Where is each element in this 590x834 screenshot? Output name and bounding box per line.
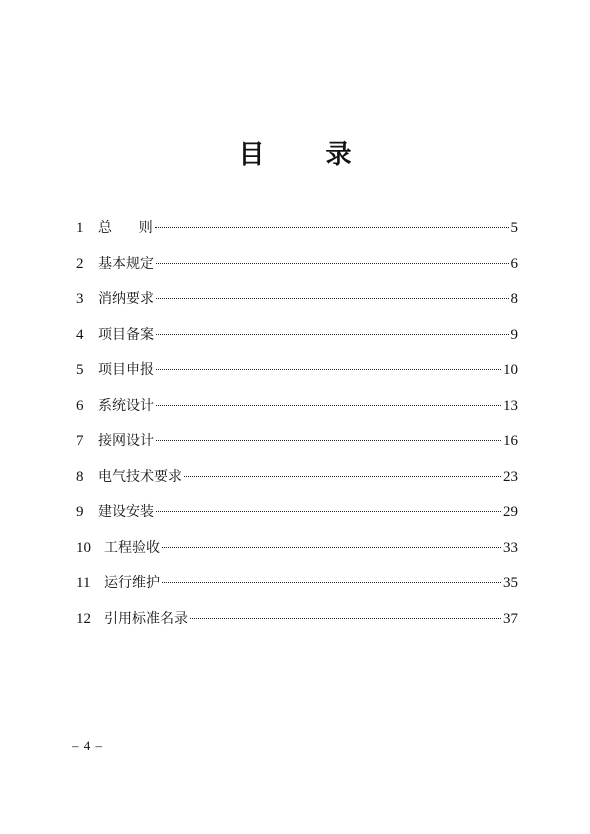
toc-entry-page: 35 xyxy=(503,575,518,591)
toc-entry-label: 消纳要求 xyxy=(98,291,154,307)
toc-entry-number: 1 xyxy=(76,220,84,236)
toc-entry[interactable] xyxy=(76,396,518,432)
toc-leader-dots xyxy=(184,476,501,477)
toc-entry-page: 10 xyxy=(503,362,518,378)
toc-entry-page: 29 xyxy=(503,504,518,520)
toc-leader-dots xyxy=(156,511,501,512)
toc-leader-dots xyxy=(156,405,501,406)
toc-leader-dots xyxy=(162,547,501,548)
toc-entry-page: 5 xyxy=(510,220,518,236)
toc-entry-label: 总 则 xyxy=(98,220,153,236)
toc-entry[interactable] xyxy=(76,538,518,574)
toc-entry-number: 4 xyxy=(76,326,84,343)
toc-entry-page: 13 xyxy=(503,397,518,414)
toc-entry[interactable] xyxy=(76,467,518,503)
toc-entry-label: 基本规定 xyxy=(98,255,154,272)
toc-entry-number: 9 xyxy=(76,504,84,520)
toc-entry-page: 37 xyxy=(503,610,518,627)
toc-entry-label: 引用标准名录 xyxy=(104,610,188,627)
toc-entry[interactable] xyxy=(76,360,518,396)
toc-entry-label: 建设安装 xyxy=(98,504,154,520)
toc-leader-dots xyxy=(155,227,509,228)
toc-entry-number: 8 xyxy=(76,468,84,485)
toc-entry[interactable] xyxy=(76,431,518,467)
toc-entry-number: 7 xyxy=(76,433,84,449)
toc-entry-label: 电气技术要求 xyxy=(98,468,182,485)
toc-entry[interactable] xyxy=(76,573,518,609)
toc-entry-page: 33 xyxy=(503,539,518,556)
toc-entry[interactable] xyxy=(76,289,518,325)
toc-leader-dots xyxy=(162,582,501,583)
page-number: – 4 – xyxy=(72,738,103,753)
toc-entry-number: 2 xyxy=(76,255,84,272)
toc-entry[interactable] xyxy=(76,609,518,645)
toc-entry-label: 接网设计 xyxy=(98,433,154,449)
toc-entry-label: 工程验收 xyxy=(104,539,160,556)
toc-entry-label: 系统设计 xyxy=(98,397,154,414)
toc-entry-number: 10 xyxy=(76,539,91,556)
toc-leader-dots xyxy=(156,440,501,441)
toc-entry-label: 运行维护 xyxy=(104,575,160,591)
toc-entry-number: 11 xyxy=(76,575,91,591)
toc-entry[interactable] xyxy=(76,502,518,538)
toc-entry[interactable] xyxy=(76,325,518,361)
toc-entry-page: 9 xyxy=(510,326,518,343)
toc-entry-number: 3 xyxy=(76,291,84,307)
toc-entry-number: 6 xyxy=(76,397,84,414)
toc-leader-dots xyxy=(156,369,501,370)
toc-entry-label: 项目备案 xyxy=(98,326,154,343)
toc-entry-label: 项目申报 xyxy=(98,362,154,378)
toc-entry[interactable] xyxy=(76,254,518,290)
toc-entry-number: 5 xyxy=(76,362,84,378)
toc-leader-dots xyxy=(156,263,509,264)
page-title: 目 录 xyxy=(238,140,378,170)
toc-entry-page: 8 xyxy=(510,291,518,307)
table-of-contents xyxy=(76,218,518,644)
toc-entry-page: 23 xyxy=(503,468,518,485)
toc-leader-dots xyxy=(190,618,501,619)
toc-leader-dots xyxy=(156,298,509,299)
toc-entry-page: 6 xyxy=(510,255,518,272)
toc-leader-dots xyxy=(156,334,509,335)
toc-entry-number: 12 xyxy=(76,610,91,627)
toc-entry[interactable] xyxy=(76,218,518,254)
toc-entry-page: 16 xyxy=(503,433,518,449)
